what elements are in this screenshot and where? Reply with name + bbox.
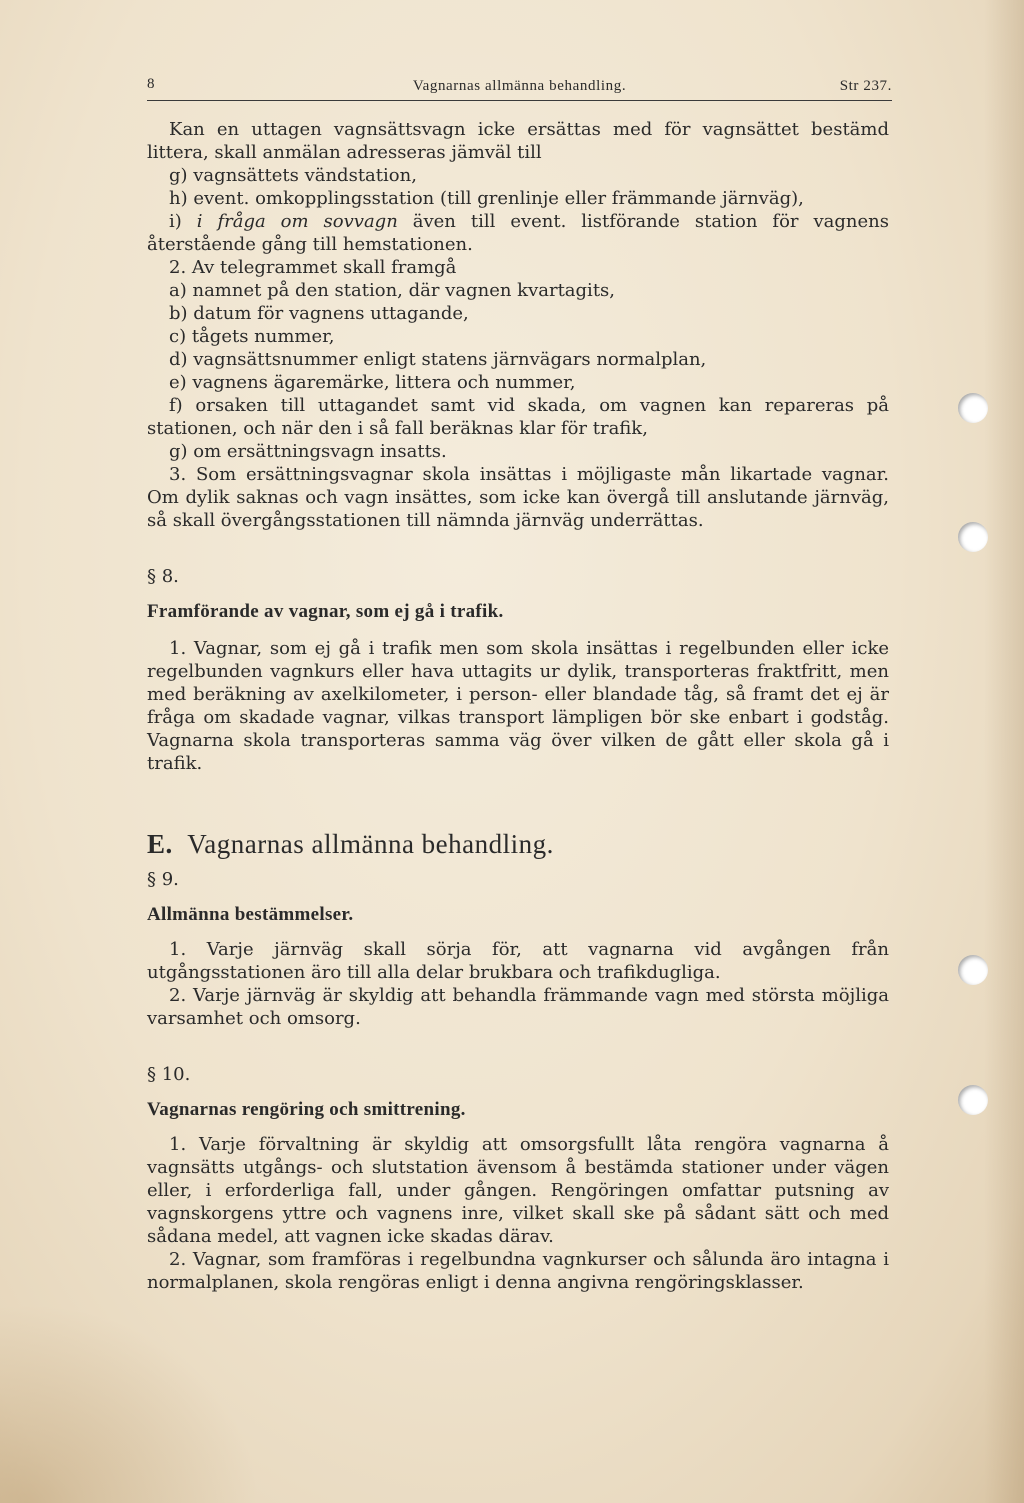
- section-8-number: § 8.: [147, 566, 179, 587]
- chapter-letter: E.: [147, 829, 173, 859]
- list-item-i-text: även till event. listförande station för vagnens återstående gång till hemstationen.: [147, 211, 889, 255]
- punch-hole: [958, 955, 988, 985]
- list-item-c: c) tågets nummer,: [169, 326, 335, 347]
- section-8-paragraph-1: 1. Vagnar, som ej gå i trafik men som skola insättas i regelbunden eller icke regelbunden vagnkurs eller hava uttagits ur dylik, transporteras fraktfritt, men med beräkning av axelkilometer, i person- eller blandade tåg, så framt det ej är fråga om skadade vagnar, vilkas transport lämpligen bör ske enbart i godståg. Vagnarna skola transporteras samma väg över vilken de gått eller skola gå i trafik.: [147, 638, 889, 774]
- paragraph-3: 3. Som ersättningsvagnar skola insättas i möjligaste mån likartade vagnar. Om dylik saknas och vagn insättes, som icke kan övergå till anslutande järnväg, så skall övergångsstationen till nämnda järnväg underrättas.: [147, 464, 889, 531]
- chapter-title: Vagnarnas allmänna behandling.: [187, 829, 554, 859]
- section-8-title: Framförande av vagnar, som ej gå i trafik.: [147, 601, 504, 622]
- section-10-number: § 10.: [147, 1064, 191, 1085]
- list-item-g2: g) om ersättningsvagn insatts.: [169, 441, 447, 462]
- punch-hole: [958, 393, 988, 423]
- list-item-f: f) orsaken till uttagandet samt vid skada, om vagnen kan repareras på stationen, och när den i så fall beräknas klar för trafik,: [147, 395, 889, 439]
- paragraph-2-intro: 2. Av telegrammet skall framgå: [169, 257, 457, 278]
- section-9-paragraph-2: 2. Varje järnväg är skyldig att behandla främmande vagn med största möjliga varsamhet och omsorg.: [147, 985, 889, 1029]
- section-9-number: § 9.: [147, 869, 179, 890]
- list-item-i: [147, 210, 889, 256]
- section-9-paragraph-1: 1. Varje järnväg skall sörja för, att vagnarna vid avgången från utgångsstationen äro till alla delar brukbara och trafikdugliga.: [147, 939, 889, 983]
- section-9-title: Allmänna bestämmelser.: [147, 904, 354, 925]
- running-header: [147, 72, 892, 101]
- section-10-paragraph-1: 1. Varje förvaltning är skyldig att omsorgsfullt låta rengöra vagnarna å vagnsätts utgångs- och slutstation ävensom å bestämda stationer under vägen eller, i erforderliga fall, under gången. Rengöringen omfattar putsning av vagnskorgens yttre och vagnens inre, vilket skall ske på sådant sätt och med sådana medel, att vagnen icke skadas därav.: [147, 1134, 889, 1247]
- list-item-d: d) vagnsättsnummer enligt statens järnvägars normalplan,: [169, 349, 707, 370]
- list-item-a: a) namnet på den station, där vagnen kvartagits,: [169, 280, 616, 301]
- punch-hole: [958, 522, 988, 552]
- paper-stain: [0, 1303, 260, 1503]
- list-item-h: h) event. omkopplingsstation (till grenlinje eller främmande järnväg),: [169, 188, 804, 209]
- chapter-heading: [147, 829, 889, 859]
- section-10-paragraph-2: 2. Vagnar, som framföras i regelbundna vagnkurser och sålunda äro intagna i normalplanen, skola rengöras enligt i denna angivna rengöringsklasser.: [147, 1249, 889, 1293]
- list-item-i-marker: i): [169, 211, 197, 232]
- punch-hole: [958, 1085, 988, 1115]
- list-item-i-italic: i fråga om sovvagn: [196, 211, 398, 232]
- regulation-reference: Str 237.: [839, 78, 892, 94]
- list-item-g: g) vagnsättets vändstation,: [169, 165, 417, 186]
- list-item-e: e) vagnens ägaremärke, littera och nummer,: [169, 372, 576, 393]
- page-number: 8: [147, 76, 156, 92]
- paper-edge-shadow: [984, 0, 1024, 1503]
- intro-paragraph: Kan en uttagen vagnsättsvagn icke ersättas med för vagnsättet bestämd littera, skall anmälan adresseras jämväl till: [147, 119, 889, 163]
- section-10-title: Vagnarnas rengöring och smittrening.: [147, 1099, 466, 1120]
- running-title: Vagnarnas allmänna behandling.: [412, 78, 627, 94]
- page-body: [147, 118, 889, 1294]
- list-item-b: b) datum för vagnens uttagande,: [169, 303, 469, 324]
